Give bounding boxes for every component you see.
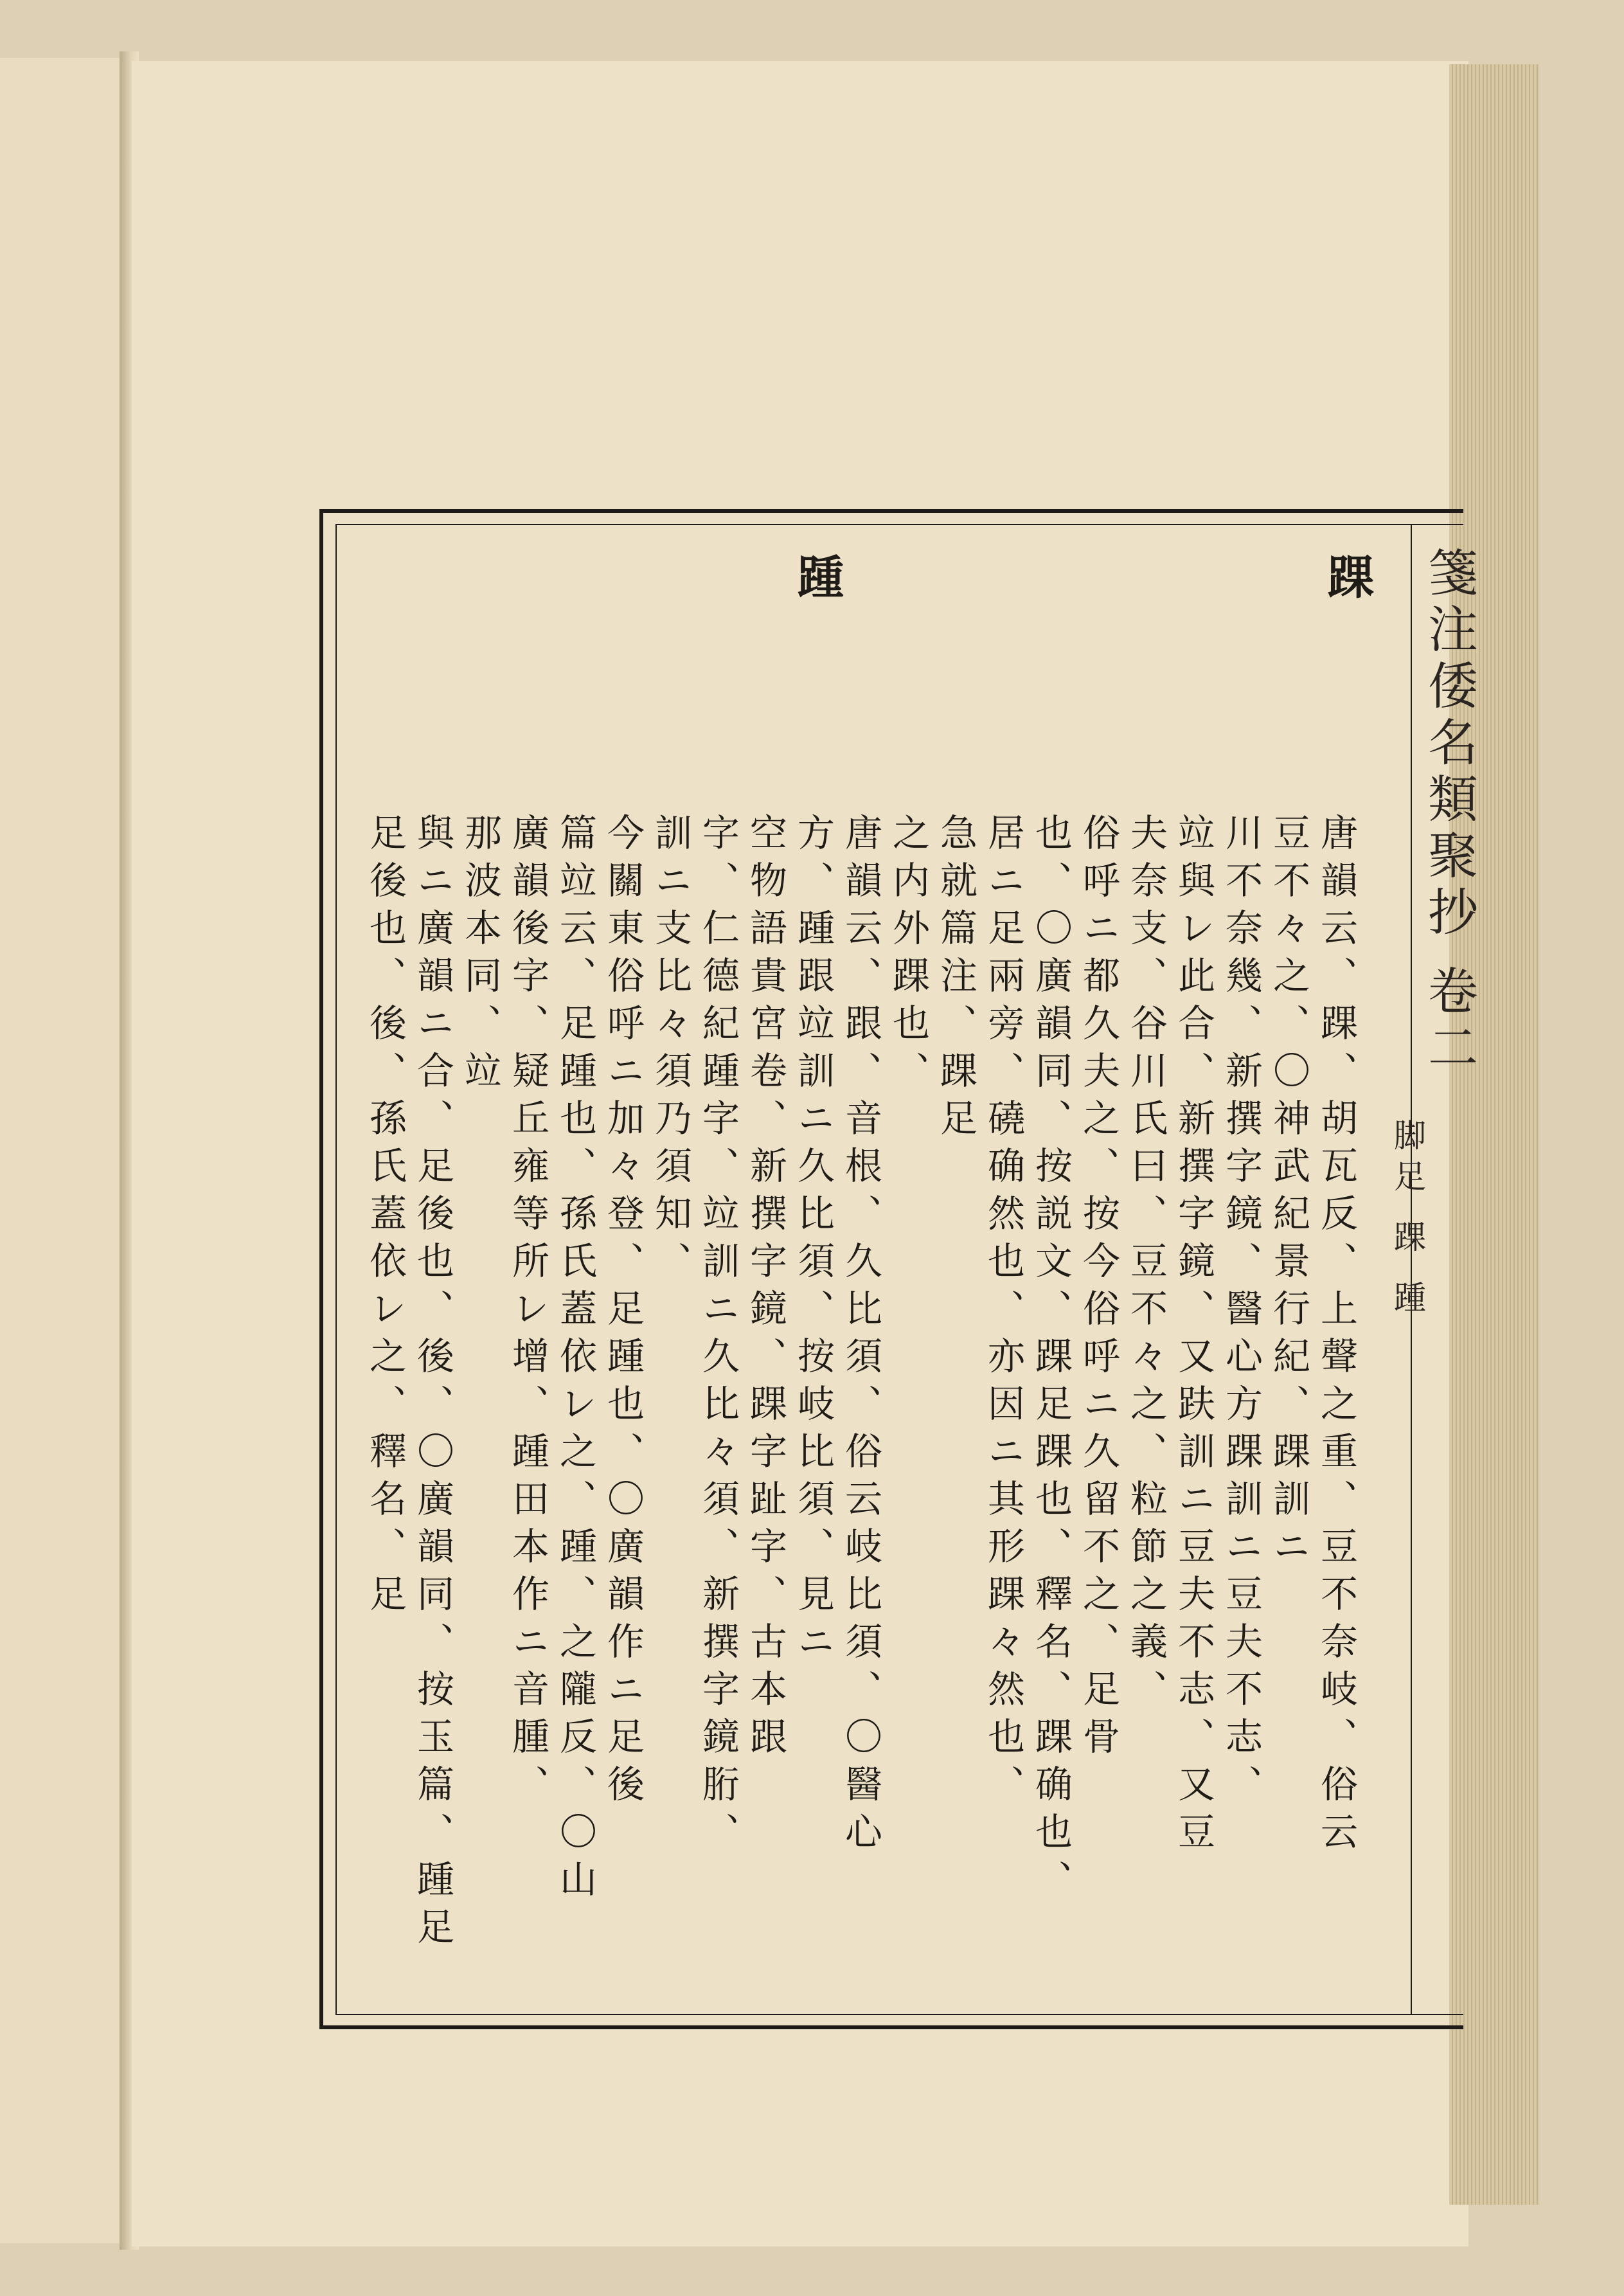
text-column: 之内外踝也、 xyxy=(886,813,930,1099)
text-column: 豆不々之、〇神武紀景行紀、踝訓ニ xyxy=(1267,813,1310,1574)
margin-section-title: 脚足 踝 踵 xyxy=(1389,1118,1426,1322)
text-column: 急就篇注、踝足 xyxy=(934,813,977,1146)
text-column: 唐韻云、跟、音根、久比須、俗云岐比須、〇醫心 xyxy=(839,813,882,1860)
text-column: 那波本同、竝 xyxy=(458,813,502,1099)
text-column: 唐韻云、踝、胡瓦反、上聲之重、豆不奈岐、俗云 xyxy=(1314,813,1358,1860)
text-column: 訓ニ支比々須乃須知、 xyxy=(648,813,692,1289)
text-column: 廣韻後字、疑丘雍等所レ增、踵田本作ニ音腫、 xyxy=(506,813,549,1812)
margin-book-title: 箋注倭名類聚抄 卷二 xyxy=(1420,546,1477,1078)
text-column: 居ニ足兩旁、磽确然也、亦因ニ其形踝々然也、 xyxy=(981,813,1025,1812)
entry-heading-kubisu: 踵 xyxy=(790,553,844,602)
text-column: 今關東俗呼ニ加々登、足踵也、〇廣韻作ニ足後 xyxy=(601,813,645,1812)
left-page xyxy=(0,58,123,2243)
text-column: 夫奈支、谷川氏曰、豆不々之、粒節之義、 xyxy=(1124,813,1168,1717)
text-column: 竝與レ此合、新撰字鏡、又趺訓ニ豆夫不志、又豆 xyxy=(1172,813,1215,1860)
text-column: 與ニ廣韻ニ合、足後也、後、〇廣韻同、按玉篇、踵足 xyxy=(411,813,454,1955)
entry-heading-kubi: 踝 xyxy=(1320,553,1375,602)
text-column: 空物語貴宮卷、新撰字鏡、踝字趾字、古本跟 xyxy=(744,813,787,1764)
text-column: 方、踵跟竝訓ニ久比須、按岐比須、見ニ xyxy=(791,813,835,1669)
text-column: 篇竝云、足踵也、孫氏蓋依レ之、踵、之隴反、〇山 xyxy=(553,813,597,1907)
text-column: 也、〇廣韻同、按説文、踝足踝也、釋名、踝确也、 xyxy=(1029,813,1073,1907)
text-column: 川不奈幾、新撰字鏡、醫心方踝訓ニ豆夫不志、 xyxy=(1219,813,1263,1812)
text-column: 字、仁德紀踵字、竝訓ニ久比々須、新撰字鏡胻、 xyxy=(696,813,740,1860)
text-column: 俗呼ニ都久夫之、按今俗呼ニ久留不之、足骨 xyxy=(1076,813,1120,1764)
text-column: 足後也、後、孫氏蓋依レ之、釋名、足 xyxy=(363,813,407,1622)
